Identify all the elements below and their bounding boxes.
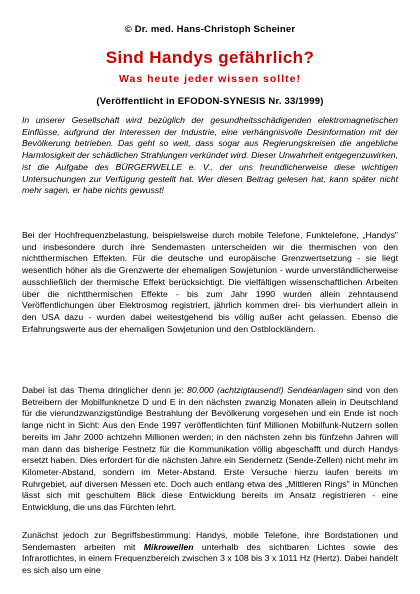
copyright-line: © Dr. med. Hans-Christoph Scheiner	[124, 24, 296, 35]
intro-paragraph: In unserer Gesellschaft wird bezüglich der gesundheitsschädigenden elektromagnetischen Einflüsse, aufgrund der Interessen der Industrie, eine verhängnisvolle Desinformation mit der Bevölkerung betrieben. Das geht so weit, dass sogar aus Regierungskreisen die angebliche Harmlosigkeit der schädlichen Strahlungen verkündet wird. Dieser Unwahrheit entgegenzuwirken, ist die Aufgabe des BÜRGERWELLE e. V., der uns freundlicherweise diese wichtigen Untersuchungen zur Verfügung gestellt hat. Wer diesen Beitrag gelesen hat, kann später nicht mehr sagen, er habe nichts gewusst!	[22, 115, 398, 196]
article-title: Sind Handys gefährlich?	[105, 48, 315, 67]
publication-note: (Veröffentlicht in EFODON-SYNESIS Nr. 33/1999)	[96, 96, 324, 107]
paragraph-1: Bei der Hochfrequenzbelastung, beispielsweise durch mobile Telefone, Funktelefone, „Handys" und insbesondere durch ihre Sendemasten unterscheiden wir die thermischen von den nichtthermischen Effekten. Für die deutsche und europäische Grenzwertsetzung - sie liegt wesentlich höher als die Grenzwerte der ehemaligen Sowjetunion - wurde unverständlicherweise ausschließlich der thermische Effekt berücksichtigt. Die vielfältigen wissenschaftlichen Arbeiten über die nichtthermischen Effekte - bis zum Jahr 1990 wurden allein zehntausend Veröffentlichungen über Elektrosmog registriert, jährlich kommen drei- bis vierhundert allein in den USA dazu - wurden dabei weitestgehend bis völlig außer acht gelassen. Ebenso die Erfahrungswerte aus der ehemaligen Sowjetunion und den Ostblockländern.	[22, 230, 398, 334]
paragraph-3-rest: unterhalb des sichtbaren Lichtes sowie des Infrarotlichtes, in einem Frequenzbereich zwischen 3 x 108 bis 3 x 1011 Hz (Hertz). Dabei handelt es sich also um eine	[22, 541, 398, 576]
paragraph-2-rest: sind von den Betreibern der Mobilfunknetze D und E in den nächsten zwanzig Monaten allein in Deutschland für die vierundzwanzigstündige Bestrahlung der Bevölkerung vorgesehen und ein Ende ist noch lange nicht in Sicht: Aus den Ende 1997 veröffentlichten fünf Millionen Mobilfunk-Nutzern sollen bereits im Jahr 2000 achtzehn Millionen werden; in den nächsten zehn bis fünfzehn Jahren will man dann das bisherige Festnetz für die Kommunikation völlig abgeschafft und durch Handys ersetzt haben. Dies erfordert für die nächsten Jahre ein Sendernetz (Sende-Zellen) nicht mehr im Kilometer-Abstand, sondern im Meter-Abstand. Erste Versuche hierzu laufen bereits im Ruhrgebiet, auf diversen Messen etc. Doch auch entlang etwa des „Mittleren Rings" in München lässt sich mit geschultem Blick diese Entwicklung bereits im Ansatz registrieren - eine Entwicklung, die uns das Fürchten lehrt.	[22, 385, 398, 513]
paragraph-3-emphasis: Mikrowellen	[143, 541, 194, 552]
paragraph-3	[22, 530, 398, 577]
paragraph-2	[22, 385, 398, 514]
paragraph-3-lead: Zunächst jedoch zur Begriffsbestimmung: Handys, mobile Telefone, ihre Bordstationen und Sendemasten arbeiten mit	[22, 530, 398, 552]
article-subtitle: Was heute jeder wissen sollte!	[119, 73, 301, 85]
paragraph-2-emphasis: 80.000 (achtzigtausend!) Sendeanlagen	[187, 385, 344, 395]
paragraph-2-lead: Dabei ist das Thema dringlicher denn je:	[22, 385, 188, 395]
